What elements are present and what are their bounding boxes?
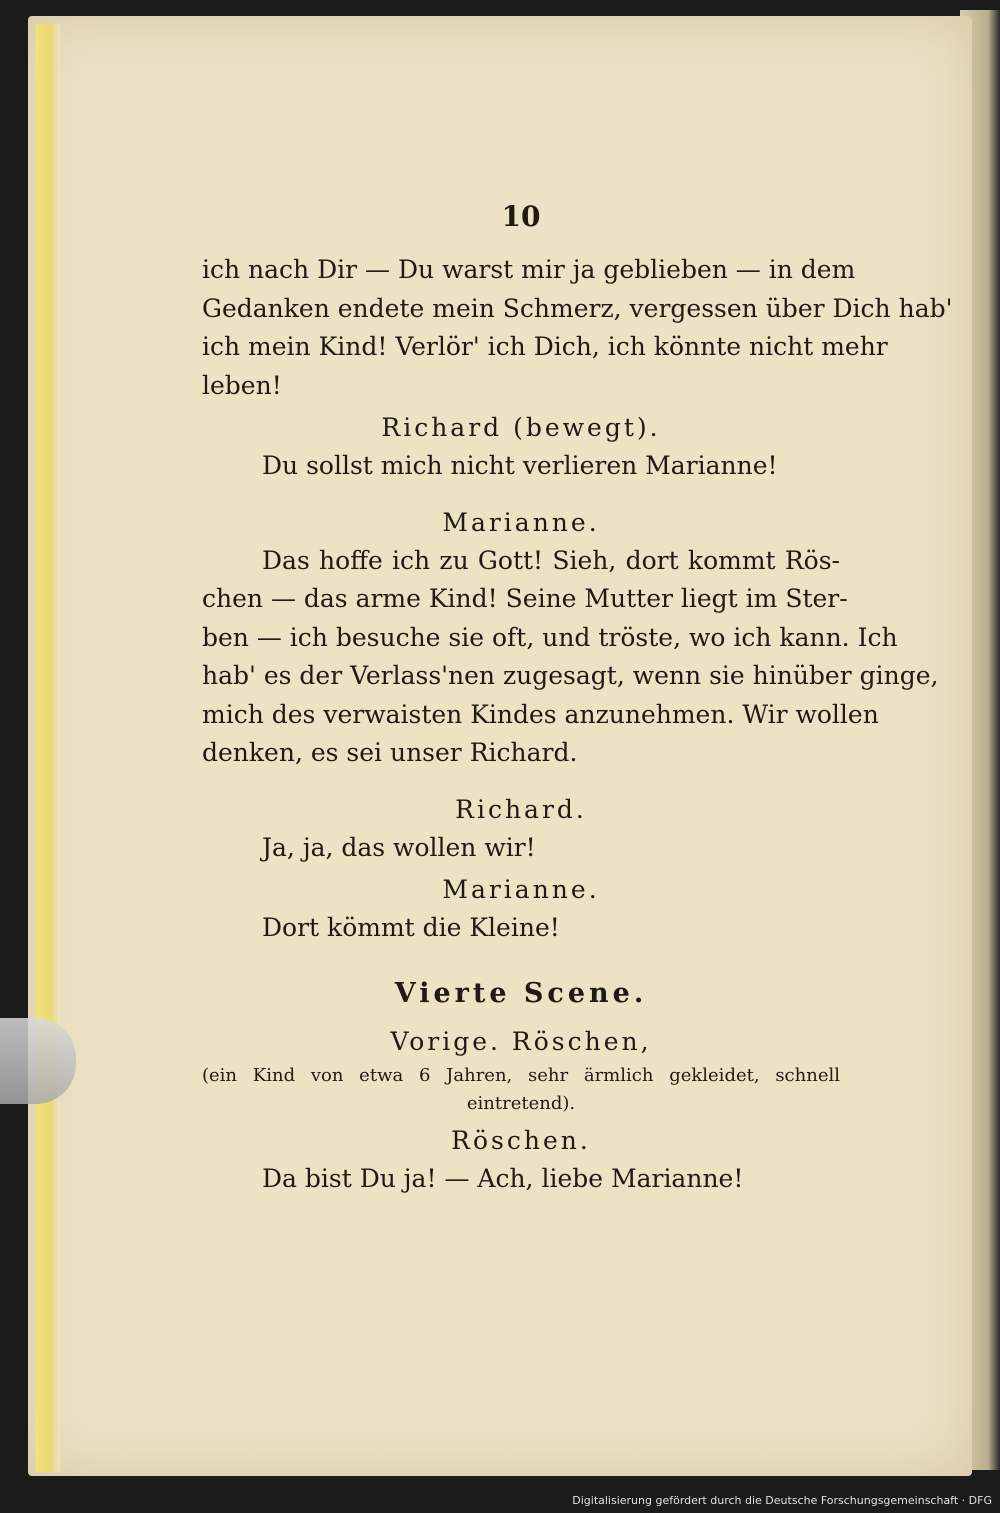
speaker-heading: Marianne. <box>442 507 600 537</box>
text-line: Da bist Du ja! — Ach, liebe Marianne! <box>262 1163 744 1193</box>
text-line: denken, es sei unser Richard. <box>202 738 578 767</box>
text-line: ich mein Kind! Verlör' ich Dich, ich könnte nicht mehr <box>202 332 888 361</box>
speaker-heading: Richard (bewegt). <box>381 413 661 442</box>
digitization-credit: Digitalisierung gefördert durch die Deutsche Forschungsgemeinschaft · DFG <box>572 1494 992 1507</box>
text-line: Dort kömmt die Kleine! <box>262 913 560 942</box>
speaker-heading: Marianne. <box>442 875 600 904</box>
text-line: chen — das arme Kind! Seine Mutter liegt im Ster- <box>202 584 848 613</box>
text-line: ich nach Dir — Du warst mir ja geblieben — in dem <box>202 255 856 284</box>
scene-title: Vierte Scene. <box>394 977 648 1009</box>
page-clip <box>0 1018 76 1104</box>
text-line: mich des verwaisten Kindes anzunehmen. Wir wollen <box>202 699 879 729</box>
text-line: leben! <box>202 370 282 400</box>
speaker-heading: Richard. <box>455 794 587 824</box>
cast-list: Vorige. Röschen, <box>390 1026 652 1056</box>
page-text <box>202 200 953 1198</box>
text-line: Das hoffe ich zu Gott! Sieh, dort kommt Rös- <box>262 545 840 575</box>
speaker-heading: Röschen. <box>451 1125 591 1155</box>
text-line: Ja, ja, das wollen wir! <box>262 832 536 862</box>
page-number: 10 <box>501 200 541 233</box>
text-line: hab' es der Verlass'nen zugesagt, wenn sie hinüber ginge, <box>202 661 939 690</box>
page-binding-edge <box>36 24 60 1472</box>
text-line: Gedanken endete mein Schmerz, vergessen über Dich hab' <box>202 293 953 323</box>
text-line: ben — ich besuche sie oft, und tröste, wo ich kann. Ich <box>202 622 898 652</box>
stage-direction: eintretend). <box>466 1092 576 1114</box>
stage-direction: (ein Kind von etwa 6 Jahren, sehr ärmlich gekleidet, schnell <box>202 1064 840 1086</box>
text-line: Du sollst mich nicht verlieren Marianne! <box>262 451 778 480</box>
